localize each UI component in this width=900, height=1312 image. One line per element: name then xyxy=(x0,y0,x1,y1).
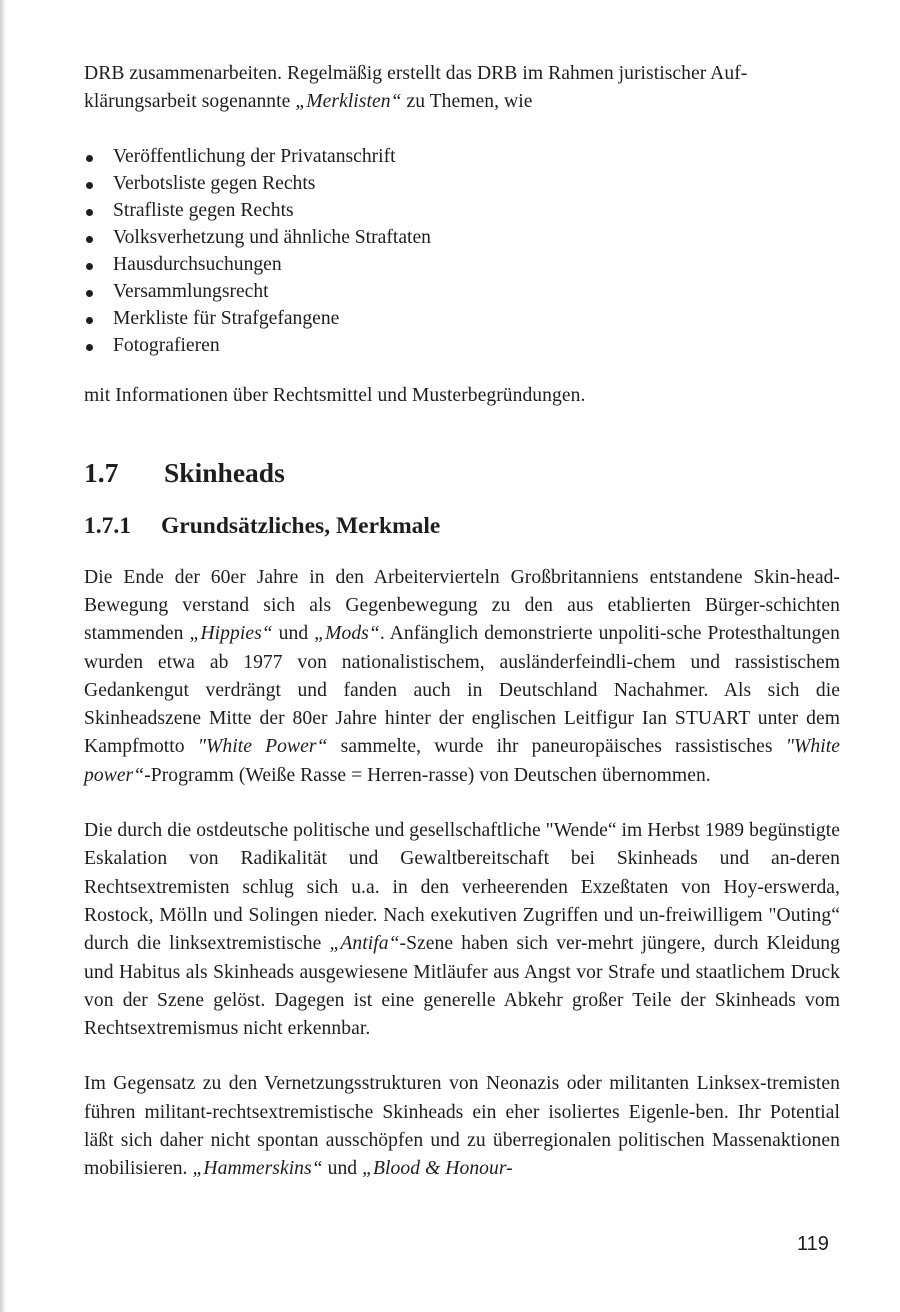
term-white-power-programm: "White power“ xyxy=(84,736,840,786)
term-blood-and-honour: „Blood & Honour- xyxy=(362,1158,513,1180)
list-item-text: Fotografieren xyxy=(113,335,220,357)
term-hammerskins: „Hammerskins“ xyxy=(192,1158,323,1180)
paragraph-origins xyxy=(84,564,840,790)
subsection-number: 1.7.1 xyxy=(84,512,131,539)
list-item-text: Verbotsliste gegen Rechts xyxy=(113,172,316,194)
page-number: 119 xyxy=(797,1233,829,1255)
bullet-icon xyxy=(86,263,93,270)
intro-line-2-end: zu Themen, wie xyxy=(401,91,533,113)
text-run: Im Gegensatz zu den Vernetzungsstrukturen von Neonazis oder militanten Linksex-tremisten führen militant-rechtsextremistische Skinheads ein eher isoliertes Eigenle-ben. Ihr Potential läßt sich daher nicht spontan ausschöpfen und zu überregionalen politischen Massenaktionen mobilisieren. xyxy=(84,1073,840,1180)
bullet-icon xyxy=(86,182,93,189)
list-item-text: Merkliste für Strafgefangene xyxy=(113,308,340,330)
list-item-text: Strafliste gegen Rechts xyxy=(113,199,294,221)
text-run: sammelte, wurde ihr paneuropäisches rassistisches xyxy=(327,736,786,758)
term-merklisten: „Merklisten“ xyxy=(295,91,402,113)
bullet-icon xyxy=(86,209,93,216)
text-run: und xyxy=(322,1158,363,1180)
list-item xyxy=(84,332,840,359)
paragraph-structures xyxy=(84,1070,840,1183)
text-run: Die durch die ostdeutsche politische und gesellschaftliche "Wende“ im Herbst 1989 begünstigte Eskalation von Radikalität und Gewaltbereitschaft bei Skinheads und an-deren Rechtsextremisten schlug sich u.a. in den verheerenden Exzeßtaten von Hoy-erswerda, Rostock, Mölln und Solingen nieder. Nach exekutiven Zugriffen und un-freiwilligem "Outing“ durch die linksextremistische xyxy=(84,820,840,955)
list-item-text: Versammlungsrecht xyxy=(113,281,269,303)
text-run: -Programm (Weiße Rasse = Herren-rasse) von Deutschen übernommen. xyxy=(144,764,711,786)
term-mods: „Mods“ xyxy=(314,623,380,645)
page-body xyxy=(84,60,840,1184)
subsection-heading xyxy=(84,510,840,542)
after-list-text: mit Informationen über Rechtsmittel und Musterbegründungen. xyxy=(84,385,586,407)
section-number: 1.7 xyxy=(84,456,119,488)
list-item xyxy=(84,197,840,224)
scan-edge-shadow xyxy=(0,0,7,1312)
intro-paragraph xyxy=(84,60,840,117)
paragraph-wende xyxy=(84,817,840,1043)
list-item xyxy=(84,305,840,332)
subsection-title: Grundsätzliches, Merkmale xyxy=(161,512,441,539)
section-heading xyxy=(84,455,840,491)
merklisten-topic-list xyxy=(84,143,840,360)
term-antifa: „Antifa“ xyxy=(329,933,400,955)
term-white-power: "White Power“ xyxy=(197,736,328,758)
list-item-text: Veröffentlichung der Privatanschrift xyxy=(113,145,396,167)
term-hippies: „Hippies“ xyxy=(189,623,273,645)
intro-line-1: DRB zusammenarbeiten. Regelmäßig erstellt das DRB im Rahmen juristischer Auf- xyxy=(84,63,748,84)
section-title: Skinheads xyxy=(164,456,285,488)
bullet-icon xyxy=(86,344,93,351)
list-item xyxy=(84,170,840,197)
list-item xyxy=(84,251,840,278)
bullet-icon xyxy=(86,155,93,162)
list-item-text: Hausdurchsuchungen xyxy=(113,253,282,275)
text-run: -Szene haben sich ver-mehrt jüngere, durch Kleidung und Habitus als Skinheads ausgewiesene Mitläufer aus Angst vor Strafe und staatlichem Druck von der Szene gelöst. Dagegen ist eine generelle Abkehr großer Teile der Skinheads vom Rechtsextremismus nicht erkennbar. xyxy=(84,933,840,1040)
intro-line-2: klärungsarbeit sogenannte xyxy=(84,91,296,113)
list-item-text: Volksverhetzung und ähnliche Straftaten xyxy=(113,226,431,248)
bullet-icon xyxy=(86,290,93,297)
bullet-icon xyxy=(86,236,93,243)
list-item xyxy=(84,224,840,251)
text-run: Die Ende der 60er Jahre in den Arbeitervierteln Großbritanniens entstandene Skin-head-Bewegung verstand sich als Gegenbewegung zu den aus etablierten Bürger-schichten stammenden xyxy=(84,566,840,645)
list-item xyxy=(84,278,840,305)
bullet-icon xyxy=(86,317,93,324)
text-run: . Anfänglich demonstrierte unpoliti-sche Protesthaltungen wurden etwa ab 1977 von nationalistischem, ausländerfeindli-chem und rassistischem Gedankengut verdrängt und fanden auch in Deutschland Nachahmer. Als sich die Skinheadszene Mitte der 80er Jahre hinter der englischen Leitfigur Ian STUART unter dem Kampfmotto xyxy=(84,623,840,758)
list-item xyxy=(84,143,840,170)
text-run: und xyxy=(272,623,315,645)
